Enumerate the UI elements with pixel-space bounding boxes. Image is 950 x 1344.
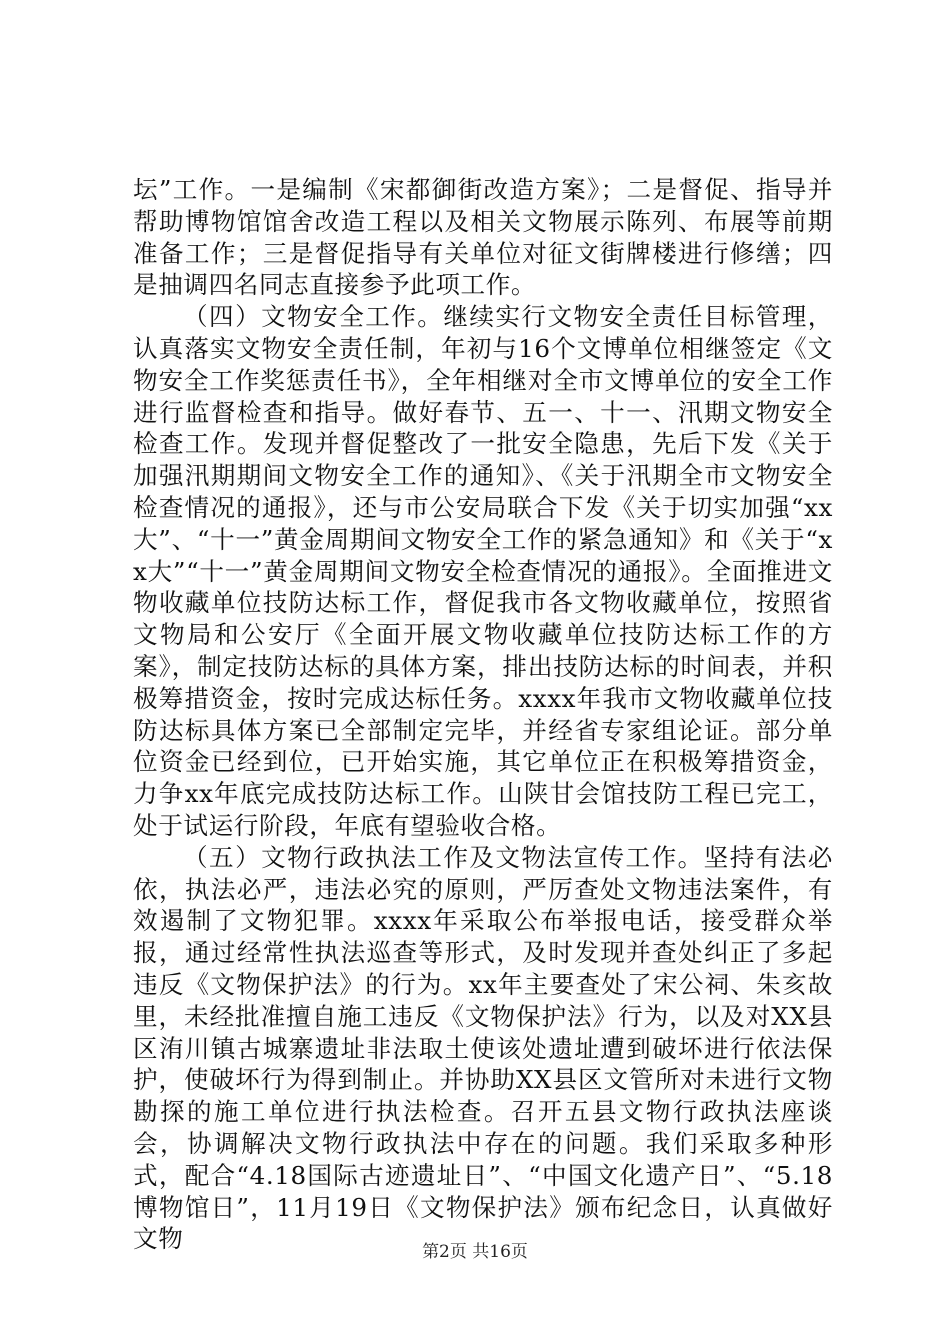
- paragraph-section-5: （五）文物行政执法工作及文物法宣传工作。坚持有法必依，执法必严，违法必究的原则，严厉查处文物违法案件，有效遏制了文物犯罪。xxxx年采取公布举报电话，接受群众举报，通过经常性执法巡查等形式，及时发现并查处纠正了多起违反《文物保护法》的行为。xx年主要查处了宋公祠、朱亥故里，未经批准擅自施工违反《文物保护法》行为，以及对XX县区洧川镇古城寨遗址非法取土使该处遗址遭到破坏进行依法保护，使破坏行为得到制止。并协助XX县区文管所对未进行文物勘探的施工单位进行执法检查。召开五县文物行政执法座谈会，协调解决文物行政执法中存在的问题。我们采取多种形式，配合“4.18国际古迹遗址日”、“中国文化遗产日”、“5.18博物馆日”，11月19日《文物保护法》颁布纪念日，认真做好文物: [133, 842, 833, 1254]
- document-body: [133, 174, 833, 1255]
- paragraph-continuation: 坛”工作。一是编制《宋都御街改造方案》；二是督促、指导并帮助博物馆馆舍改造工程以及相关文物展示陈列、布展等前期准备工作；三是督促指导有关单位对征文街牌楼进行修缮；四是抽调四名同志直接参予此项工作。: [133, 175, 833, 300]
- page-footer: 第2页 共16页: [422, 1242, 528, 1262]
- paragraph-section-4: （四）文物安全工作。继续实行文物安全责任目标管理，认真落实文物安全责任制，年初与16个文博单位相继签定《文物安全工作奖惩责任书》，全年相继对全市文博单位的安全工作进行监督检查和指导。做好春节、五一、十一、汛期文物安全检查工作。发现并督促整改了一批安全隐患，先后下发《关于加强汛期期间文物安全工作的通知》、《关于汛期全市文物安全检查情况的通报》，还与市公安局联合下发《关于切实加强“xx大”、“十一”黄金周期间文物安全工作的紧急通知》和《关于“xx大”“十一”黄金周期间文物安全检查情况的通报》。全面推进文物收藏单位技防达标工作，督促我市各文物收藏单位，按照省文物局和公安厅《全面开展文物收藏单位技防达标工作的方案》，制定技防达标的具体方案，排出技防达标的时间表，并积极筹措资金，按时完成达标任务。xxxx年我市文物收藏单位技防达标具体方案已全部制定完毕，并经省专家组论证。部分单位资金已经到位，已开始实施，其它单位正在积极筹措资金，力争xx年底完成技防达标工作。山陕甘会馆技防工程已完工，处于试运行阶段，年底有望验收合格。: [133, 302, 833, 840]
